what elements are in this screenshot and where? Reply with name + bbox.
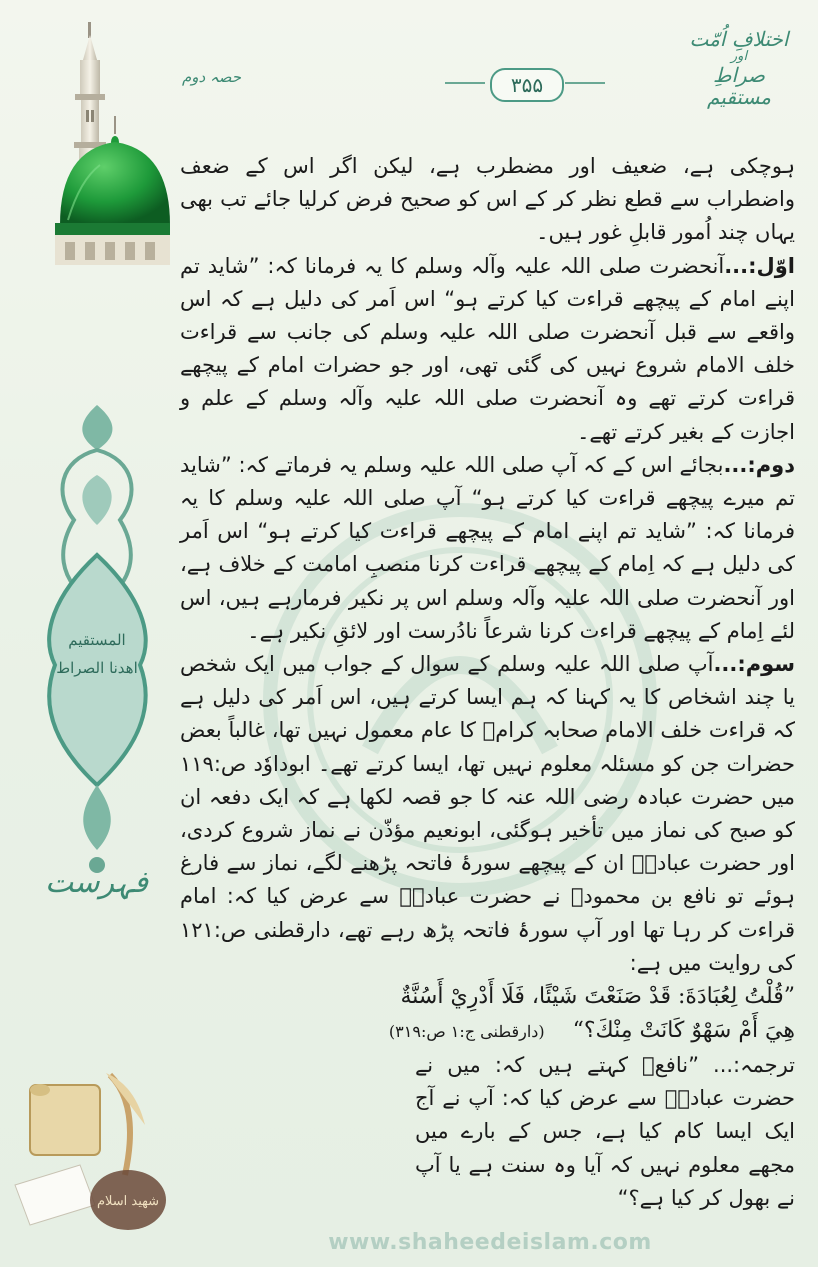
section-label: حصہ دوم bbox=[182, 68, 242, 86]
point-1-text: آنحضرت صلی اللہ علیہ وآلہ وسلم کا یہ فرمانا کہ: ”شاید تم اپنے امام کے پیچھے قراءت کیا کرتے ہو“ اس اَمر کی دلیل ہے کہ اس واقعے سے قبل آنحضرت صلی اللہ علیہ وسلم کی جانب سے قراءت خلف الامام شروع نہیں کی گئی تھی، اور جو حضرات امام کے پیچھے قراءت کرتے تھے وہ آنحضرت صلی اللہ علیہ وآلہ وسلم کے علم و اجازت کے بغیر کرتے تھے۔ bbox=[180, 253, 795, 444]
book-title-line1: اختلافِ اُمّت bbox=[689, 27, 789, 51]
main-content bbox=[180, 150, 795, 1215]
paragraph-2 bbox=[180, 250, 795, 449]
paragraph-4 bbox=[180, 648, 795, 980]
scroll-quill-icon bbox=[10, 1065, 170, 1240]
dome-minaret-icon bbox=[20, 20, 170, 270]
book-title bbox=[684, 28, 794, 108]
toc-link[interactable]: فہرست bbox=[45, 865, 149, 900]
panel-text-top: المستقیم bbox=[68, 631, 126, 649]
arabic-quote-line2-text: هِيَ أَمْ سَهْوٌ كَانَتْ مِنْكَ؟“ bbox=[572, 1018, 795, 1044]
point-2-text: بجائے اس کے کہ آپ صلی اللہ علیہ وسلم یہ فرماتے کہ: ”شاید تم میرے پیچھے قراءت کیا کرتے ہو“ آپ صلی اللہ علیہ وسلم کا یہ فرمانا کہ: ”شاید تم اپنے امام کے پیچھے قراءت کیا کرتے ہو“ اس اَمر کی دلیل ہے کہ اِمام کے پیچھے قراءت کرنا منصبِ امامت کے خلاف ہے، اور آنحضرت صلی اللہ علیہ وآلہ وسلم اس پر نکیر فرمارہے ہیں، اس لئے اِمام کے پیچھے قراءت کرنا شرعاً نادُرست اور لائقِ نکیر ہے۔ bbox=[180, 452, 795, 643]
translation: ترجمہ:... ”نافعؒ کہتے ہیں کہ: میں نے حضرت عبادہؓ سے عرض کیا کہ: آپ نے آج ایک ایسا کام کیا ہے، جس کے بارے میں مجھے معلوم نہیں کہ آیا وہ سنت ہے یا آپ نے بھول کر کیا ہے؟“ bbox=[415, 1053, 795, 1210]
panel-text-bottom: اهدنا الصراط bbox=[56, 659, 138, 677]
point-2-heading: دوم:... bbox=[723, 452, 795, 477]
ornament-right bbox=[565, 82, 605, 84]
arabic-quote-line2 bbox=[180, 1014, 795, 1049]
point-3-heading: سوم:... bbox=[713, 652, 795, 677]
book-title-line3: صراطِ مستقیم bbox=[706, 63, 772, 110]
ornamental-side-panel bbox=[40, 405, 155, 875]
page-number: ۳۵۵ bbox=[490, 68, 564, 102]
book-title-line2: اور bbox=[730, 49, 748, 64]
reference: (دارقطنی ج:۱ ص:۳۱۹) bbox=[388, 1022, 545, 1042]
point-3-text: آپ صلی اللہ علیہ وسلم کے سوال کے جواب میں ایک شخص یا چند اشخاص کا یہ کہنا کہ ہم ایسا کرتے ہیں، اس اَمر کی دلیل ہے کہ قراءت خلف الامام صحابہ کرامؓ کا عام معمول نہیں تھا، غالباً بعض حضرات جن کو مسئلہ معلوم نہیں تھا، ایسا کرتے تھے۔ ابوداوٗد ص:۱۱۹ میں حضرت عبادہ رضی اللہ عنہ کا جو قصہ لکھا ہے کہ ایک دفعہ ان کو صبح کی نماز میں تأخیر ہوگئی، ابونعیم مؤذّن نے نماز شروع کردی، اور حضرت عبادہؓ ان کے پیچھے سورۂ فاتحہ پڑھنے لگے، نماز سے فارغ ہوئے تو نافع بن محمودؒ نے حضرت عبادہؓ سے عرض کیا کہ: امام قراءت کر رہا تھا اور آپ سورۂ فاتحہ پڑھ رہے تھے، دارقطنی ص:۱۲۱ کی روایت میں ہے: bbox=[180, 652, 795, 975]
ornament-left bbox=[445, 82, 485, 84]
arabic-quote-line1: ”قُلْتُ لِعُبَادَةَ: قَدْ صَنَعْتَ شَيْئًا، فَلَا أَدْرِيْ أَسُنَّةٌ bbox=[400, 984, 795, 1010]
paragraph-1: ہوچکی ہے، ضعیف اور مضطرب ہے، لیکن اگر اس کے ضعف واضطراب سے قطع نظر کر کے اس کو صحیح فرض کرلیا جائے تب بھی یہاں چند اُمور قابلِ غور ہیں۔ bbox=[180, 154, 795, 245]
page-header bbox=[160, 28, 800, 123]
point-1-heading: اوّل:... bbox=[724, 253, 795, 278]
footer-url-link[interactable]: www.shaheedeislam.com bbox=[328, 1230, 652, 1255]
page-number-ornament bbox=[445, 68, 605, 100]
paragraph-3 bbox=[180, 449, 795, 648]
signature-text: شهید اسلام bbox=[96, 1194, 160, 1209]
